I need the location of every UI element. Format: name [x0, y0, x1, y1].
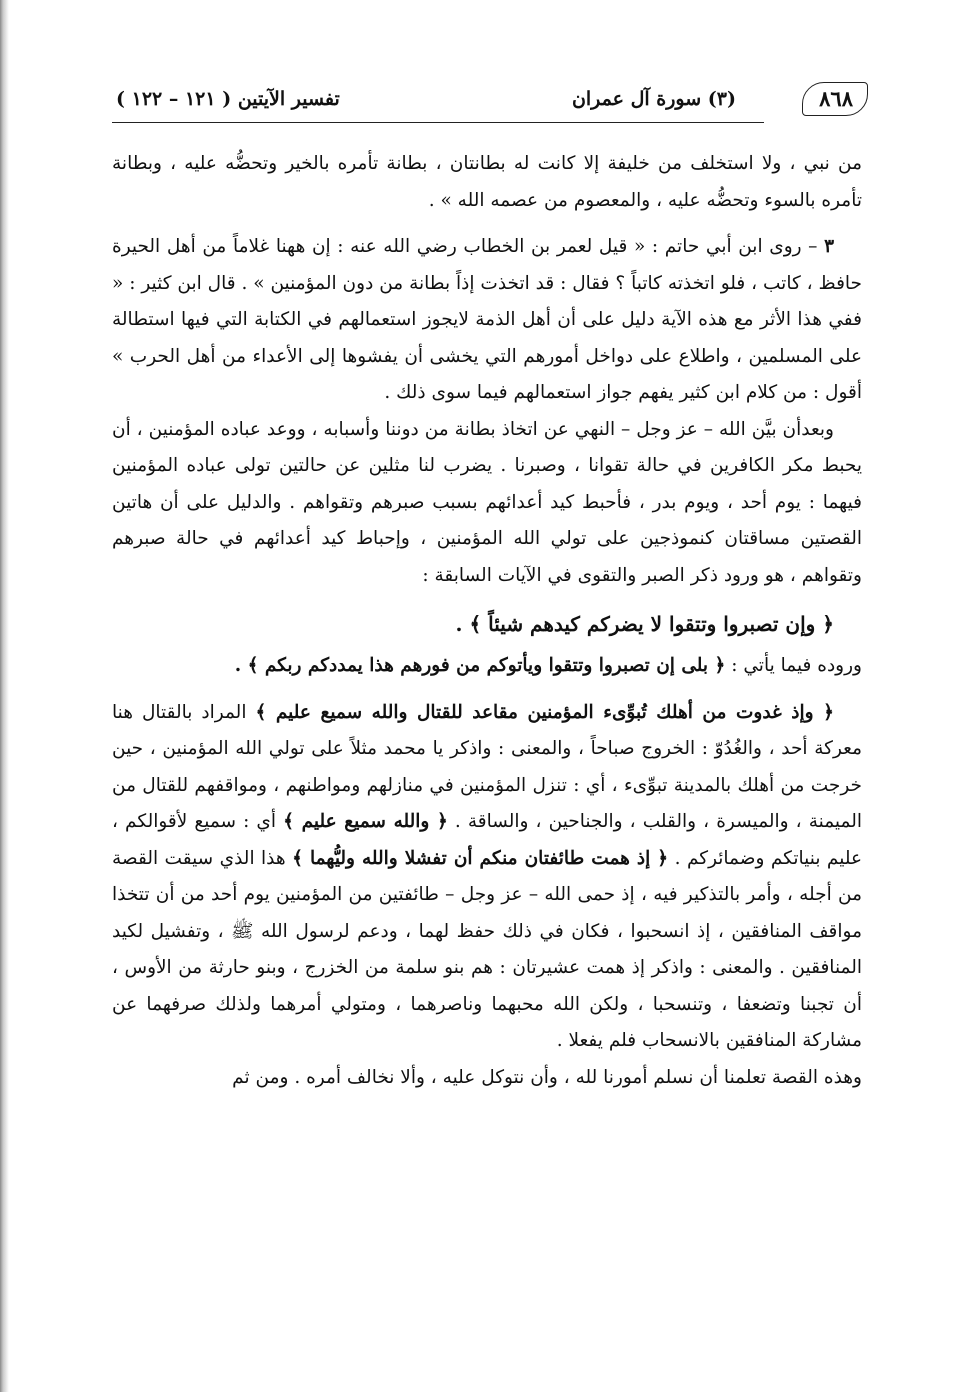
paragraph-ibn-kathir	[112, 229, 862, 412]
paragraph-ibn-kathir-text: – روى ابن أبي حاتم : « قيل لعمر بن الخطاب رضي الله عنه : إن ههنا غلاماً من أهل الحيرة حافظ ، كاتب ، فلو اتخذته كاتباً ؟ فقال : قد اتخذت إذاً بطانة من دون المؤمنين » . قال ابن كثير : « ففي هذا الأثر مع هذه الآية دليل على أن أهل الذمة لايجوز استعمالهم في الكتابة التي فيها استطالة على المسلمين ، واطلاع على دواخل أمورهم التي يخشى أن يفشوها إلى الأعداء من أهل الحرب » أقول : من كلام ابن كثير يفهم جواز استعمالهم فيما سوى ذلك .	[112, 236, 862, 403]
uhud-commentary-a: المراد بالقتال هنا معركة أحد ، والغُدُوّ : الخروج صباحاً ، والمعنى : واذكر يا محمد مثلاً على تولي الله المؤمنين ، حين خرجت من أهلك بالمدينة تبوِّىء ، أي : تنزل المؤمنين في منازلهم ومواطنهم ، ومواقفهم للقتال من الميمنة ، والميسرة ، والقلب ، والجناحين ، والساقة .	[112, 701, 862, 832]
page-binding-edge	[0, 0, 9, 1392]
header-rule	[112, 122, 764, 123]
quran-verse-uhud: ﴿ وإذ غدوت من أهلك تُبوِّىء المؤمنين مقاعد للقتال والله سميع عليم ﴾	[255, 701, 834, 723]
running-title: تفسير الآيتين ( ١٢١ – ١٢٢ )	[116, 88, 340, 110]
page-header	[112, 78, 860, 126]
quran-verse-patience: ﴿ وإن تصبروا وتتقوا لا يضركم كيدهم شيئاً ﴾ .	[455, 612, 834, 636]
paragraph-context: وبعدأن بيَّن الله – عز وجل – النهي عن اتخاذ بطانة من دوننا وأسبابه ، ووعد عباده المؤمنين ، أن يحبط مكر الكافرين في حالة تقوانا ، وصبرنا . يضرب لنا مثلين عن حالتين تولى عباده المؤمنين فيهما : يوم أحد ، ويوم بدر ، فأحبط كيد أعدائهم بسبب صبرهم وتقواهم . والدليل على أن هاتين القصتين مساقتان كنموذجين على تولي الله المؤمنين ، وإحباط كيد أعدائهم في حالة صبرهم وتقواهم ، هو ورود ذكر الصبر والتقوى في الآيات السابقة :	[112, 418, 862, 586]
paragraph-uhud-commentary	[112, 695, 862, 1060]
surah-title: (٣) سورة آل عمران	[571, 88, 736, 110]
quran-verse-hearing-knowing: ﴿ والله سميع عليم ﴾	[283, 811, 448, 832]
quran-verse-two-groups: ﴿ إذ همت طائفتان منكم أن تفشلا والله وليُّهما ﴾	[292, 847, 669, 869]
verse-occurrence-lead: وروده فيما يأتي :	[731, 655, 862, 676]
uhud-commentary-b: أي : سميع لأقوالكم ، عليم بنياتكم وضمائركم .	[112, 811, 862, 869]
point-number: ٣	[824, 236, 834, 257]
paragraph-lesson: وهذه القصة تعلمنا أن نسلم أمورنا لله ، وأن نتوكل عليه ، وألا نخالف أمره . ومن ثم	[232, 1066, 862, 1088]
quran-verse-reinforcement: ﴿ بلى إن تصبروا وتتقوا ويأتوكم من فورهم هذا يمددكم ربكم ﴾ .	[234, 655, 726, 676]
paragraph-verse-occurrence	[112, 648, 862, 685]
page-body	[112, 146, 862, 1096]
page-number: ٨٦٨	[802, 82, 868, 116]
paragraph-hadith-ending: من نبي ، ولا استخلف من خليفة إلا كانت له بطانتان ، بطانة تأمره بالخير وتحضُّه عليه ، وبطانة تأمره بالسوء وتحضُّه عليه ، والمعصوم من عصمه الله » .	[112, 153, 862, 211]
uhud-commentary-c: هذا الذي سيقت القصة من أجله ، وأمر بالتذكير فيه ، إذ حمى الله – عز وجل – طائفتين من المؤمنين يوم أحد من أن تتخذا مواقف المنافقين ، إذ انسحبوا ، فكان في ذلك حفظ لهما ، ودعم لرسول الله ﷺ ، وتفشيل لكيد المنافقين . والمعنى : واذكر إذ همت عشيرتان : هم بنو سلمة من الخزرج ، وبنو حارثة من الأوس ، أن تجبنا وتضعفا ، وتنسحبا ، ولكن الله محبهما وناصرهما ، ومتولي أمرهما ولذلك صرفهما عن مشاركة المنافقين بالانسحاب فلم يفعلا .	[112, 847, 862, 1051]
